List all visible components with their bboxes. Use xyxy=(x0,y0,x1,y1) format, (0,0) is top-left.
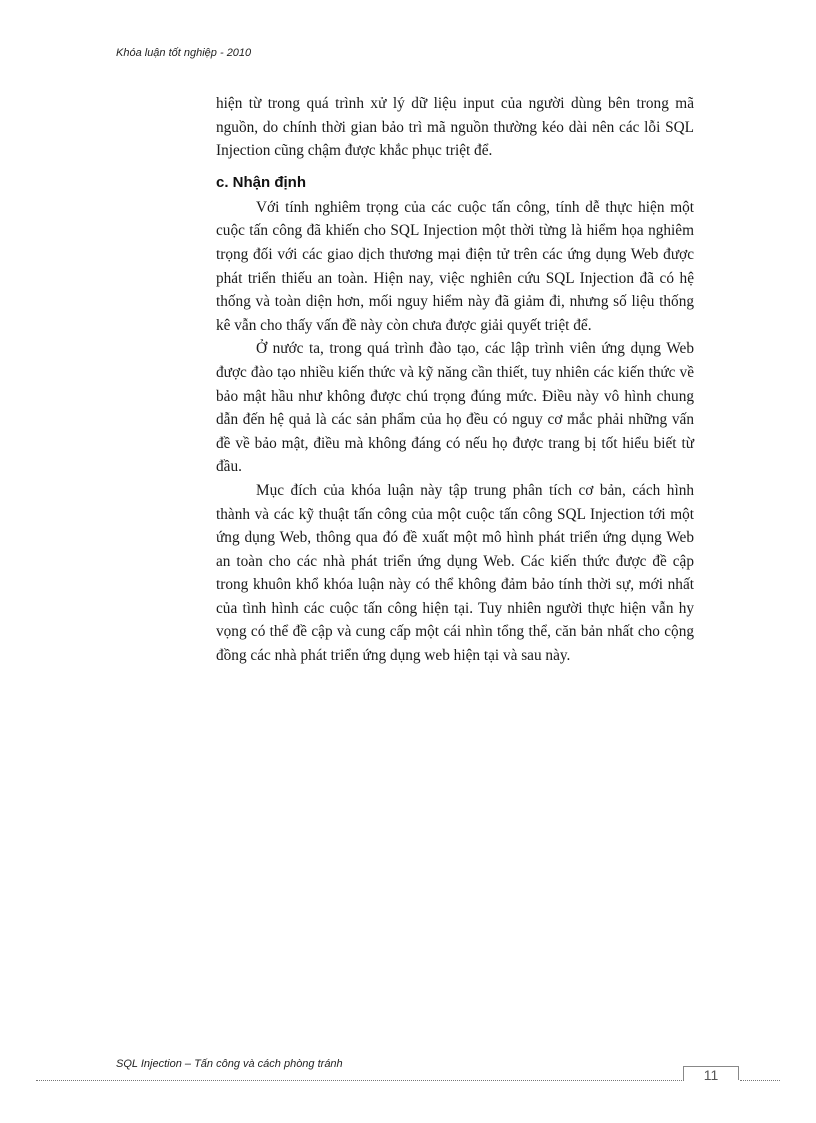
footer-title: SQL Injection – Tấn công và cách phòng tránh xyxy=(116,1058,343,1070)
page-body xyxy=(216,92,694,668)
running-header: Khóa luận tốt nghiệp - 2010 xyxy=(116,47,252,59)
continuation-paragraph: hiện từ trong quá trình xử lý dữ liệu input của người dùng bên trong mã nguồn, do chính thời gian bảo trì mã nguồn thường kéo dài nên các lỗi SQL Injection cũng chậm được khắc phục triệt để. xyxy=(216,95,694,160)
paragraph-3: Mục đích của khóa luận này tập trung phân tích cơ bản, cách hình thành và các kỹ thuật tấn công của một cuộc tấn công SQL Injection tới một ứng dụng Web, thông qua đó đề xuất một mô hình phát triển ứng dụng Web an toàn cho các nhà phát triển ứng dụng Web. Các kiến thức được đề cập trong khuôn khổ khóa luận này có thể không đảm bảo tính thời sự, mới nhất của tình hình các cuộc tấn công hiện tại. Tuy nhiên người thực hiện vẫn hy vọng có thể đề cập và cung cấp một cái nhìn tổng thể, căn bản nhất cho cộng đồng các nhà phát triển ứng dụng web hiện tại và sau này. xyxy=(216,481,694,665)
footer-rule-left xyxy=(36,1080,684,1081)
page-number: 11 xyxy=(703,1067,719,1083)
footer-rule-right xyxy=(740,1080,780,1081)
paragraph-1: Với tính nghiêm trọng của các cuộc tấn công, tính dễ thực hiện một cuộc tấn công đã khiến cho SQL Injection một thời từng là hiểm họa nghiêm trọng đối với các giao dịch thương mại điện tử trên các ứng dụng Web được phát triển thiếu an toàn. Hiện nay, việc nghiên cứu SQL Injection đã có hệ thống và toàn diện hơn, mối nguy hiểm này đã giảm đi, nhưng số liệu thống kê vẫn cho thấy vấn đề này còn chưa được giải quyết triệt để. xyxy=(216,198,694,334)
section-heading: c. Nhận định xyxy=(216,173,306,191)
paragraph-2: Ở nước ta, trong quá trình đào tạo, các lập trình viên ứng dụng Web được đào tạo nhiều kiến thức và kỹ năng cần thiết, tuy nhiên các kiến thức về bảo mật hầu như không được chú trọng đúng mức. Điều này vô hình chung dẫn đến hệ quả là các sản phẩm của họ đều có nguy cơ mắc phải những vấn đề về bảo mật, điều mà không đáng có nếu họ được trang bị tốt hiểu biết từ đầu. xyxy=(216,340,694,476)
